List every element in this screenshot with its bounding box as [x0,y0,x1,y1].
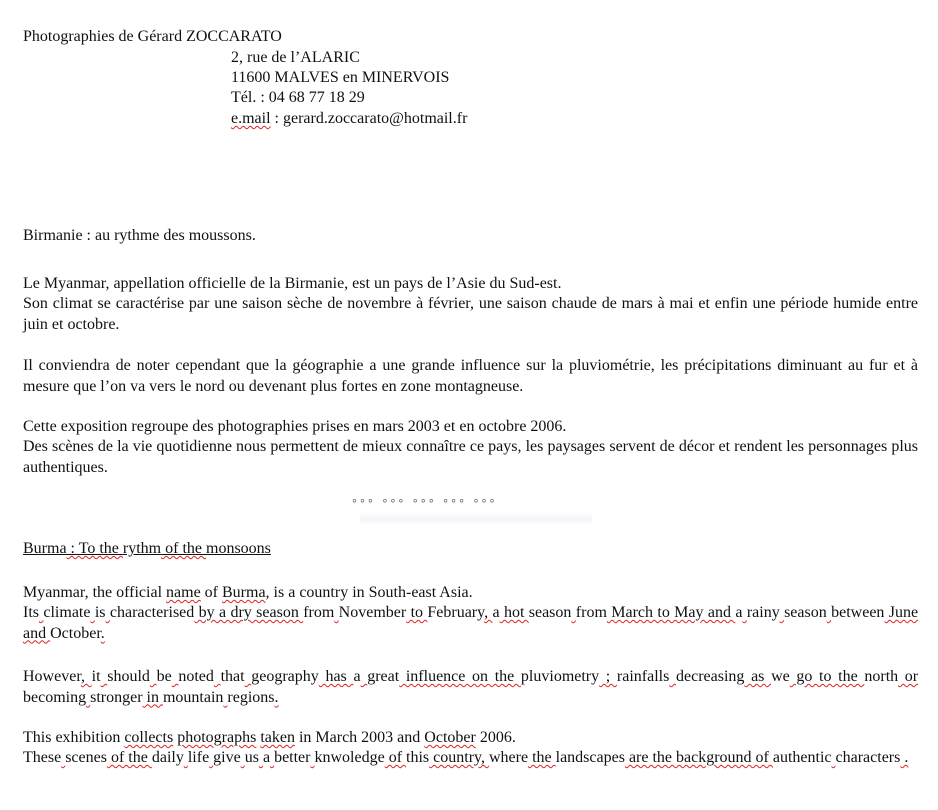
text-run: regions [227,688,275,706]
separator-shadow [360,512,592,526]
text-run: This exhibition [23,729,125,746]
address-line-2: 11600 MALVES en MINERVOIS [231,69,450,86]
english-paragraph-2 [23,667,918,708]
text-run: be [156,668,172,685]
spellcheck-flagged-word: . [100,624,105,642]
text-run: landscapes [555,749,625,766]
text-run: of [200,584,222,601]
text-run: us [244,749,259,766]
spellcheck-flagged-word: are the background of [624,749,773,766]
english-paragraph-3-line-2 [23,748,918,769]
text-run: better [274,749,311,766]
spellcheck-flagged-word: has [318,668,354,685]
text-run: should [107,668,150,685]
text-run: season [528,604,572,621]
text-run: Burma [23,540,67,557]
text-run: characterised [109,604,195,621]
text-run: rainfalls [616,668,670,685]
spellcheck-flagged-word: , [81,668,92,685]
text-run: is [94,604,106,621]
spellcheck-flagged-word: : To the [66,540,123,557]
text-run: Myanmar, the official [23,584,167,601]
text-run: characters [835,749,901,766]
text-run: a [262,749,271,766]
text-run: a [353,668,361,685]
text-run: climate [43,604,91,621]
text-run: Its [23,604,39,621]
text-run: it [91,668,101,685]
text-run: where [488,749,529,766]
spellcheck-flagged-word: October [424,729,476,746]
text-run: in March 2003 and [294,729,425,746]
french-paragraph-1-line-2: Son climat se caractérise par une saison sèche de novembre à février, une saison chaude de mars à mai et enfin une période humide entre juin et octobre. [23,295,918,333]
text-run: daily [151,749,184,766]
text-run: November [338,604,407,621]
spellcheck-flagged-word: or [898,668,919,685]
spellcheck-flagged-word: as [744,668,772,685]
french-paragraph-2: Il conviendra de noter cependant que la géographie a une grande influence sur la pluviométrie, les précipitations diminuant au fur et à mesure que l’on va vers le nord ou devenant plus fortes en zone montagneuse. [23,357,918,395]
text-run: October [50,624,101,642]
text-run: mountain [162,688,224,706]
spellcheck-flagged-word: , [484,604,493,621]
french-title: Birmanie : au rythme des moussons. [23,227,256,244]
spellcheck-flagged-word: hot [499,604,529,621]
text-run: life [187,749,210,766]
photographer-line: Photographies de Gérard ZOCCARATO [23,28,282,45]
text-run: rythm [122,540,162,557]
text-run: 2006. [475,729,516,746]
spellcheck-flagged-word: . [274,688,279,706]
english-title [23,539,271,559]
spellcheck-flagged-word: taken [260,729,295,746]
text-run: decreasing [676,668,745,685]
spellcheck-flagged-word [214,668,221,685]
text-run: becoming [23,688,87,706]
spellcheck-flagged-word: to [406,604,428,621]
text-run: monsoons [206,540,271,557]
text-run: , is a country in South-east Asia. [265,584,473,601]
spellcheck-flagged-word: of [384,749,407,766]
text-run: north [864,668,899,685]
text-run: season [784,604,827,621]
text-run: February [427,604,485,621]
english-paragraph-1-line-1 [23,583,473,603]
english-paragraph-3-line-1 [23,728,516,748]
spellcheck-flagged-word: go to the [789,668,865,685]
spellcheck-flagged-word: by a dry season [194,604,304,621]
text-run: between [831,604,885,621]
text-run: geography [251,668,319,685]
text-run: pluviometry [520,668,600,685]
text-run: a [735,604,743,621]
text-run: a [492,604,500,621]
email-value: : gerard.zoccarato@hotmail.fr [270,110,468,127]
spellcheck-flagged-word: March to May and [606,604,736,621]
text-run: These [23,749,62,766]
spellcheck-flagged-word: Burma [222,584,266,601]
text-run: scenes [65,749,107,766]
spellcheck-flagged-word: name [166,584,201,601]
text-run: give [213,749,241,766]
spellcheck-flagged-word [150,668,157,685]
text-run: knwoledge [314,749,385,766]
text-run: stronger [90,688,143,706]
spellcheck-flagged-word: of the [161,540,206,557]
spellcheck-flagged-word: collects [124,729,174,746]
text-run: we [771,668,790,685]
spellcheck-flagged-word: . [900,749,909,766]
email-label: e.mail [231,110,271,127]
spellcheck-flagged-word: of the [106,749,152,766]
text-run: authentic [772,749,832,766]
spellcheck-flagged-word [669,668,676,685]
text-run: noted [178,668,214,685]
text-run: rainy [746,604,780,621]
spellcheck-flagged-word: photographs [177,729,257,746]
text-run: However [23,668,81,685]
phone-line: Tél. : 04 68 77 18 29 [231,89,365,106]
text-run: this [406,749,430,766]
spellcheck-flagged-word: the [528,749,556,766]
text-run: great [367,668,400,685]
email-line [231,109,467,129]
spellcheck-flagged-word: ; [599,668,617,685]
text-run: from [303,604,335,621]
french-paragraph-1-line-1: Le Myanmar, appellation officielle de la Birmanie, est un pays de l’Asie du Sud-est. [23,275,562,292]
text-run: from [575,604,607,621]
english-paragraph-1-line-2 [23,603,918,644]
spellcheck-flagged-word: influence on the [399,668,521,685]
spellcheck-flagged-word: in [142,688,163,706]
spellcheck-flagged-word: June and [23,604,919,642]
spellcheck-flagged-word: country, [429,749,489,766]
address-line-1: 2, rue de l’ALARIC [231,49,360,66]
section-separator: ◦◦◦ ◦◦◦ ◦◦◦ ◦◦◦ ◦◦◦ [352,494,498,509]
french-paragraph-3-line-1: Cette exposition regroupe des photographies prises en mars 2003 et en octobre 2006. [23,418,567,435]
text-run: that [220,668,245,685]
french-paragraph-3-line-2: Des scènes de la vie quotidienne nous permettent de mieux connaître ce pays, les paysages servent de décor et rendent les personnages plus authentiques. [23,438,918,476]
